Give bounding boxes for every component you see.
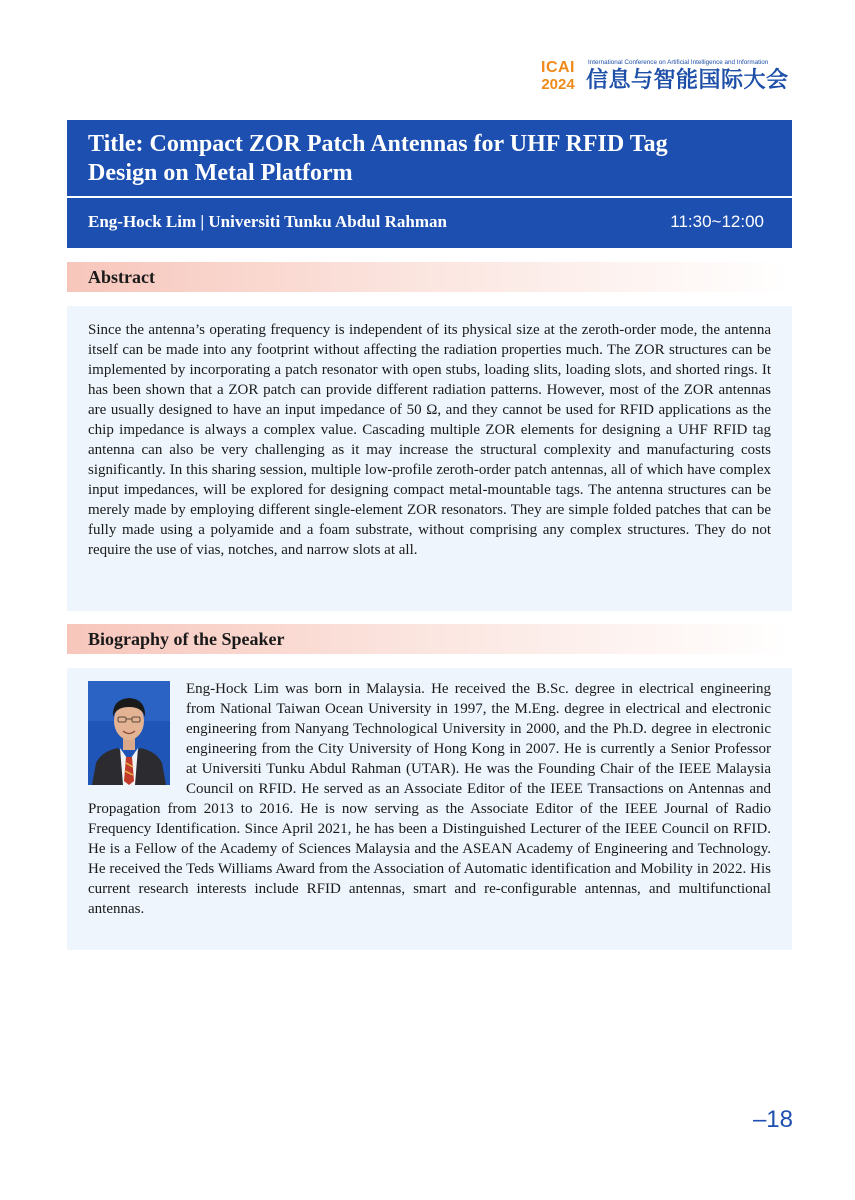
- abstract-heading: Abstract: [88, 267, 155, 287]
- session-title: Title: Compact ZOR Patch Antennas for UHF RFID Tag Design on Metal Platform: [88, 131, 668, 186]
- session-time: 11:30~12:00: [670, 212, 764, 231]
- biography-body: [88, 679, 771, 919]
- abstract-text: Since the antenna’s operating frequency is independent of its physical size at the zeroth-order mode, the antenna itself can be made into any footprint without affecting the radiation properties much. The ZOR structures can be implemented by incorporating a patch resonator with open stubs, loading slits, loading slots, and shorted rings. It has been shown that a ZOR patch can provide different radiation patterns. However, most of the ZOR antennas are usually designed to have an input impedance of 50 Ω, and they cannot be used for RFID applications as the chip impedance is always a complex value. Cascading multiple ZOR elements for designing a UHF RFID tag antenna can also be very challenging as it may increase the structural complexity and manufacturing costs significantly. In this sharing session, multiple low-profile zeroth-order patch antennas, all of which have complex input impedances, will be explored for designing compact metal-mountable tags. The antenna structures can be merely made by employing different single-element ZOR resonators. They are simple folded patches that can be fully made using a polyamide and a foam substrate, without comprising any complex structures. They do not require the use of vias, notches, and narrow slots at all.: [88, 322, 771, 558]
- title-divider: [67, 196, 792, 198]
- biography-heading: Biography of the Speaker: [88, 629, 285, 649]
- logo-icai-text: ICAI: [541, 59, 575, 76]
- biography-header: [67, 624, 792, 654]
- logo-year-text: 2024: [541, 76, 575, 93]
- speaker-photo: [88, 681, 170, 785]
- page-number: –18: [752, 1106, 793, 1133]
- abstract-panel: [67, 306, 792, 611]
- logo-subtitle: International Conference on Artificial Intelligence and Information: [588, 59, 769, 66]
- speaker-affiliation: Eng-Hock Lim | Universiti Tunku Abdul Rahman: [88, 212, 447, 231]
- biography-panel: [67, 668, 792, 950]
- session-title-block: [67, 120, 792, 248]
- abstract-header: [67, 262, 792, 292]
- logo-chinese-name: 信息与智能国际大会: [586, 68, 789, 93]
- biography-text: Eng-Hock Lim was born in Malaysia. He received the B.Sc. degree in electrical engineering from National Taiwan Ocean University in 1997, the M.Eng. degree in electrical and electronic engineering from Nanyang Technological University in 2000, and the Ph.D. degree in electronic engineering from the City University of Hong Kong in 2007. He is currently a Senior Professor at Universiti Tunku Abdul Rahman (UTAR). He was the Founding Chair of the IEEE Malaysia Council on RFID. He served as an Associate Editor of the IEEE Transactions on Antennas and Propagation from 2013 to 2016. He is now serving as the Associate Editor of the IEEE Journal of Radio Frequency Identification. Since April 2021, he has been a Distinguished Lecturer of the IEEE Council on RFID. He is a Fellow of the Academy of Sciences Malaysia and the ASEAN Academy of Engineering and Technology. He received the Teds Williams Award from the Association of Automatic identification and Mobility in 2022. His current research interests include RFID antennas, smart and re-configurable antennas, and multifunctional antennas.: [88, 681, 771, 917]
- conference-logo: [536, 58, 798, 98]
